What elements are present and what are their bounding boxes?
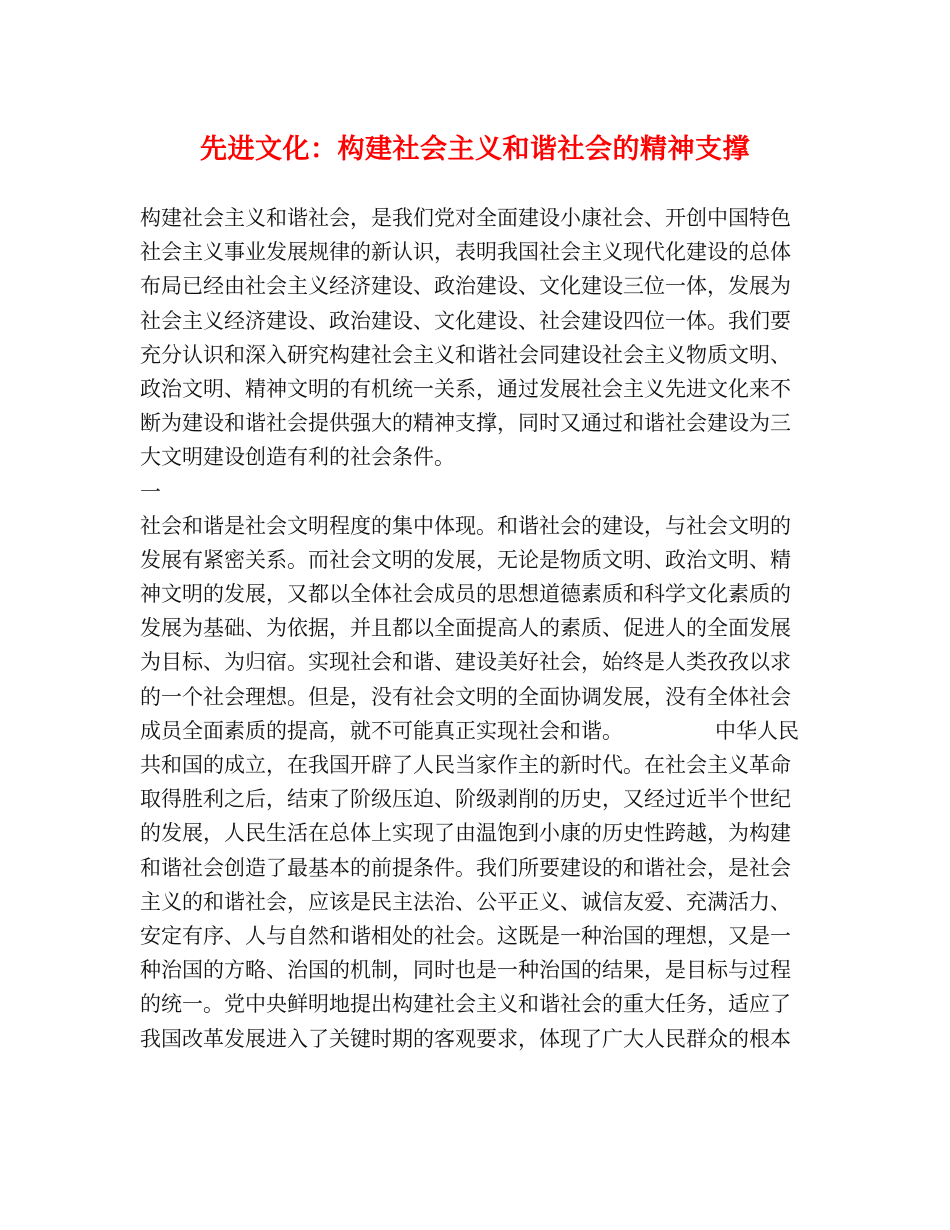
text-line: 共和国的成立，在我国开辟了人民当家作主的新时代。在社会主义革命 xyxy=(140,753,791,777)
text-line: 的一个社会理想。但是，没有社会文明的全面协调发展，没有全体社会 xyxy=(140,684,791,709)
text-line: 的统一。党中央鲜明地提出构建社会主义和谐社会的重大任务，适应了 xyxy=(140,992,791,1017)
text-line: 断为建设和谐社会提供强大的精神支撑，同时又通过和谐社会建设为三 xyxy=(140,411,791,436)
text-line: 社会和谐是社会文明程度的集中体现。和谐社会的建设，与社会文明的 xyxy=(140,513,791,538)
text-line: 主义的和谐社会，应该是民主法治、公平正义、诚信友爱、充满活力、 xyxy=(140,889,791,914)
document-body xyxy=(140,201,820,1056)
text-line: 充分认识和深入研究构建社会主义和谐社会同建设社会主义物质文明、 xyxy=(140,342,791,367)
text-line: 安定有序、人与自然和谐相处的社会。这既是一种治国的理想，又是一 xyxy=(140,923,791,948)
text-line: 取得胜利之后，结束了阶级压迫、阶级剥削的历史，又经过近半个世纪 xyxy=(140,787,791,812)
text-line: 和谐社会创造了最基本的前提条件。我们所要建设的和谐社会，是社会 xyxy=(140,855,791,880)
text-line: 神文明的发展，又都以全体社会成员的思想道德素质和科学文化素质的 xyxy=(140,582,791,607)
text-line: 构建社会主义和谐社会，是我们党对全面建设小康社会、开创中国特色 xyxy=(140,206,791,230)
text-line: 政治文明、精神文明的有机统一关系，通过发展社会主义先进文化来不 xyxy=(140,376,791,401)
text-line: 布局已经由社会主义经济建设、政治建设、文化建设三位一体，发展为 xyxy=(140,274,791,299)
section-number: 一 xyxy=(140,479,161,504)
text-line: 社会主义事业发展规律的新认识，表明我国社会主义现代化建设的总体 xyxy=(140,240,791,265)
text-line: 发展有紧密关系。而社会文明的发展，无论是物质文明、政治文明、精 xyxy=(140,547,791,572)
text-line: 为目标、为归宿。实现社会和谐、建设美好社会，始终是人类孜孜以求 xyxy=(140,650,791,675)
text-line: 我国改革发展进入了关键时期的客观要求，体现了广大人民群众的根本 xyxy=(140,1026,791,1051)
text-line-with-gap xyxy=(140,714,820,748)
text-line: 种治国的方略、治国的机制，同时也是一种治国的结果，是目标与过程 xyxy=(140,958,791,983)
text-segment: 成员全面素质的提高，就不可能真正实现社会和谐。 xyxy=(140,718,623,743)
text-line: 大文明建设创造有利的社会条件。 xyxy=(140,445,455,470)
text-line: 发展为基础、为依据，并且都以全面提高人的素质、促进人的全面发展 xyxy=(140,616,791,641)
text-line: 社会主义经济建设、政治建设、文化建设、社会建设四位一体。我们要 xyxy=(140,308,791,333)
text-segment: 中华人民 xyxy=(715,718,799,743)
text-line: 的发展，人民生活在总体上实现了由温饱到小康的历史性跨越，为构建 xyxy=(140,821,791,846)
document-title: 先进文化：构建社会主义和谐社会的精神支撑 xyxy=(200,134,750,165)
